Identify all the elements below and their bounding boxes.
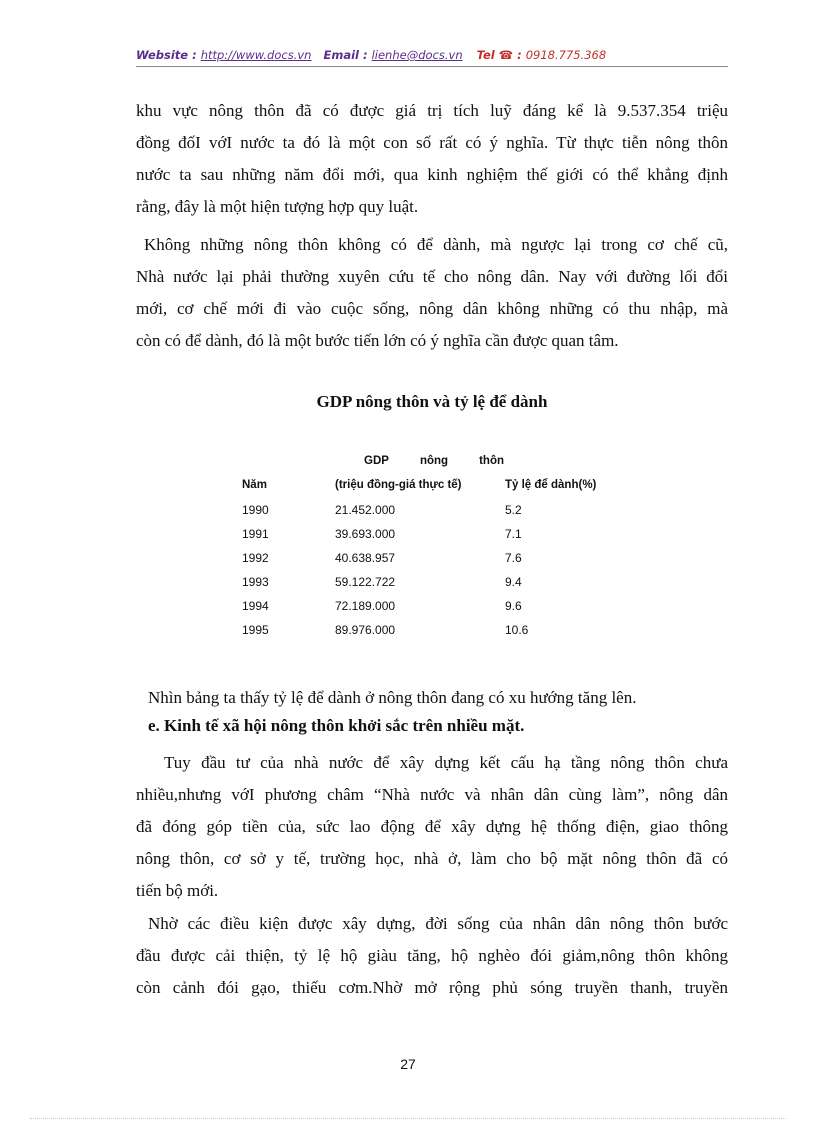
cell-gdp: 59.122.722 (335, 575, 396, 589)
paragraph-line: Không những nông thôn không có để dành, mà ngược lại trong cơ chế cũ, (144, 235, 728, 254)
email-link[interactable]: lienhe@docs.vn (371, 48, 463, 62)
paragraph-2 (136, 229, 728, 357)
table-summary-text: Nhìn bảng ta thấy tỷ lệ để dành ở nông thôn đang có xu hướng tăng lên. (148, 688, 637, 707)
cell-gdp: 72.189.000 (335, 599, 396, 613)
table-title: GDP nông thôn và tỷ lệ để dành (316, 392, 548, 411)
paragraph-line: nước ta sau những năm đổi mới, qua kinh nghiệm thế giới có thể khẳng định (136, 165, 728, 184)
website-link[interactable]: http://www.docs.vn (200, 48, 312, 62)
cell-year: 1990 (242, 503, 269, 517)
email-label: Email : (323, 48, 368, 62)
gdp-header-top (364, 455, 504, 467)
gdp-header-word: thôn (479, 455, 504, 467)
paragraph-line: mới, cơ chế mới đi vào cuộc sống, nông dân không những có thu nhập, mà (136, 299, 728, 318)
paragraph-line: Tuy đầu tư của nhà nước để xây dựng kết cấu hạ tầng nông thôn chưa (164, 753, 728, 772)
col-year-header: Năm (242, 479, 267, 491)
paragraph-4 (136, 908, 728, 1004)
paragraph-line: nông thôn, cơ sở y tế, trường học, nhà ở, làm cho bộ mặt nông thôn đã có (136, 849, 728, 868)
header-divider (136, 66, 728, 67)
col-rate-header: Tỷ lệ để dành(%) (505, 479, 597, 491)
cell-year: 1992 (242, 551, 269, 565)
paragraph-line: đã đóng góp tiền của, sức lao động để xây dựng hệ thống điện, giao thông (136, 817, 728, 836)
cell-gdp: 89.976.000 (335, 623, 396, 637)
paragraph-line: còn cảnh đói gạo, thiếu cơm.Nhờ mở rộng phủ sóng truyền thanh, truyền (136, 978, 728, 997)
cell-rate: 5.2 (505, 503, 522, 517)
website-label: Website : (136, 48, 197, 62)
cell-rate: 9.4 (505, 575, 522, 589)
paragraph-line: nhiều,nhưng vớI phương châm “Nhà nước và nhân dân cùng làm”, nông dân (136, 785, 728, 804)
paragraph-line: tiến bộ mới. (136, 881, 219, 900)
cell-gdp: 21.452.000 (335, 503, 396, 517)
paragraph-line: Nhờ các điều kiện được xây dựng, đời sống của nhân dân nông thôn bước (148, 914, 728, 933)
paragraph-line: còn có để dành, đó là một bước tiến lớn có ý nghĩa cần được quan tâm. (136, 331, 619, 350)
table-summary (148, 682, 728, 714)
cell-year: 1993 (242, 575, 269, 589)
cell-rate: 9.6 (505, 599, 522, 613)
paragraph-line: Nhà nước lại phải thường xuyên cứu tế cho nông dân. Nay với đường lối đổi (136, 267, 728, 286)
section-heading: e. Kinh tế xã hội nông thôn khởi sắc trên nhiều mặt. (148, 716, 525, 735)
paragraph-line: khu vực nông thôn đã có được giá trị tích luỹ đáng kể là 9.537.354 triệu (136, 101, 728, 120)
tel-value: 0918.775.368 (525, 48, 607, 62)
page-header (136, 48, 728, 66)
tel-label: Tel ☎ : (476, 48, 522, 62)
paragraph-1 (136, 95, 728, 223)
footer-divider (30, 1118, 786, 1119)
cell-rate: 7.6 (505, 551, 522, 565)
cell-rate: 10.6 (505, 623, 529, 637)
gdp-header-word: nông (419, 455, 449, 467)
paragraph-3 (136, 747, 728, 907)
paragraph-line: đồng đốI vớI nước ta đó là một con số rất có ý nghĩa. Từ thực tiễn nông thôn (136, 133, 728, 152)
cell-year: 1994 (242, 599, 269, 613)
paragraph-line: rằng, đây là một hiện tượng hợp quy luật. (136, 197, 419, 216)
cell-year: 1991 (242, 527, 269, 541)
gdp-header-word: GDP (364, 455, 389, 467)
cell-rate: 7.1 (505, 527, 522, 541)
col-gdp-header: (triệu đồng-giá thực tế) (335, 479, 462, 491)
cell-year: 1995 (242, 623, 269, 637)
page-number: 27 (400, 1056, 416, 1072)
cell-gdp: 39.693.000 (335, 527, 396, 541)
cell-gdp: 40.638.957 (335, 551, 396, 565)
paragraph-line: đầu được cải thiện, tỷ lệ hộ giàu tăng, hộ nghèo đói giảm,nông thôn không (136, 946, 728, 965)
